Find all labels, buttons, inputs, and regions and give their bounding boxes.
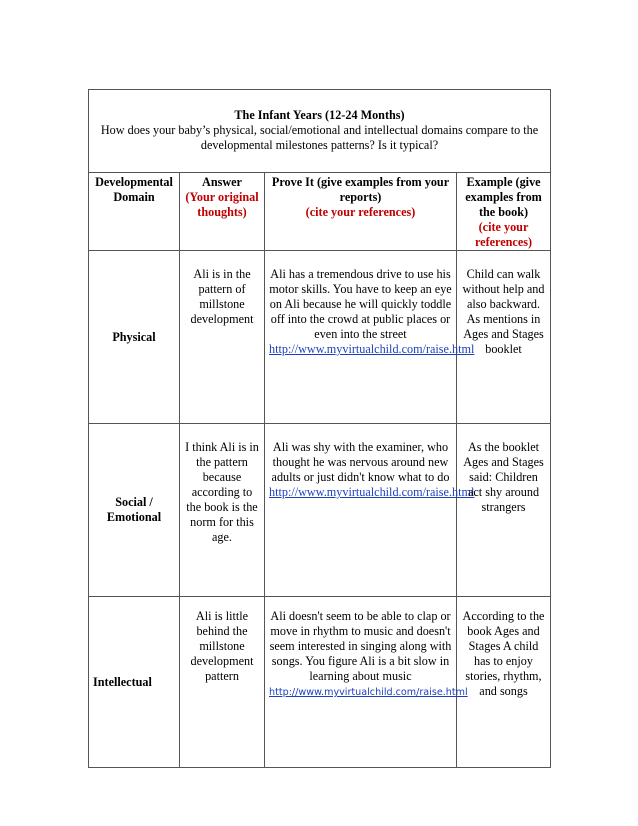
domain-cell: Social / Emotional bbox=[89, 424, 180, 597]
answer-cell: Ali is in the pattern of millstone development bbox=[180, 251, 265, 424]
prove-cell: Ali doesn't seem to be able to clap or move in rhythm to music and doesn't seem interested in singing along with songs. You figure Ali is a bit slow in learning about music http://www.myvirtualchild.com/raise.html bbox=[265, 597, 457, 768]
header-prove-note: (cite your references) bbox=[305, 205, 416, 219]
milestones-table bbox=[88, 89, 551, 768]
header-example: Example (give examples from the book) (cite your references) bbox=[457, 173, 551, 251]
example-cell: As the booklet Ages and Stages said: Children act shy around strangers bbox=[457, 424, 551, 597]
answer-cell: Ali is little behind the millstone development pattern bbox=[180, 597, 265, 768]
worksheet-title: The Infant Years (12-24 Months) bbox=[234, 108, 405, 122]
domain-cell: Physical bbox=[89, 251, 180, 424]
header-row bbox=[89, 173, 551, 251]
prove-cell: Ali was shy with the examiner, who thought he was nervous around new adults or just didn't know what to do http://www.myvirtualchild.com/raise.html bbox=[265, 424, 457, 597]
header-prove: Prove It (give examples from your reports) (cite your references) bbox=[265, 173, 457, 251]
table-row-intellectual bbox=[89, 597, 551, 768]
title-cell bbox=[89, 90, 551, 173]
example-cell: According to the book Ages and Stages A child has to enjoy stories, rhythm, and songs bbox=[457, 597, 551, 768]
reference-link[interactable]: http://www.myvirtualchild.com/raise.html bbox=[269, 485, 475, 499]
prove-cell: Ali has a tremendous drive to use his motor skills. You have to keep an eye on Ali because he will quickly toddle off into the crowd at public places or even into the street http://www.myvirtualchild.com/raise.html bbox=[265, 251, 457, 424]
header-example-note: (cite your references) bbox=[474, 220, 533, 249]
reference-link[interactable]: http://www.myvirtualchild.com/raise.html bbox=[269, 687, 468, 698]
worksheet bbox=[88, 89, 550, 768]
example-cell: Child can walk without help and also backward. As mentions in Ages and Stages booklet bbox=[457, 251, 551, 424]
table-row-social-emotional bbox=[89, 424, 551, 597]
header-domain: Developmental Domain bbox=[89, 173, 180, 251]
header-answer-note: (Your original thoughts) bbox=[185, 190, 259, 219]
answer-cell: I think Ali is in the pattern because according to the book is the norm for this age. bbox=[180, 424, 265, 597]
worksheet-question: How does your baby’s physical, social/emotional and intellectual domains compare to the developmental milestones patterns? Is it typical? bbox=[100, 123, 539, 152]
domain-cell: Intellectual bbox=[89, 597, 180, 768]
header-answer: Answer (Your original thoughts) bbox=[180, 173, 265, 251]
table-row-physical bbox=[89, 251, 551, 424]
reference-link[interactable]: http://www.myvirtualchild.com/raise.html bbox=[269, 342, 475, 356]
